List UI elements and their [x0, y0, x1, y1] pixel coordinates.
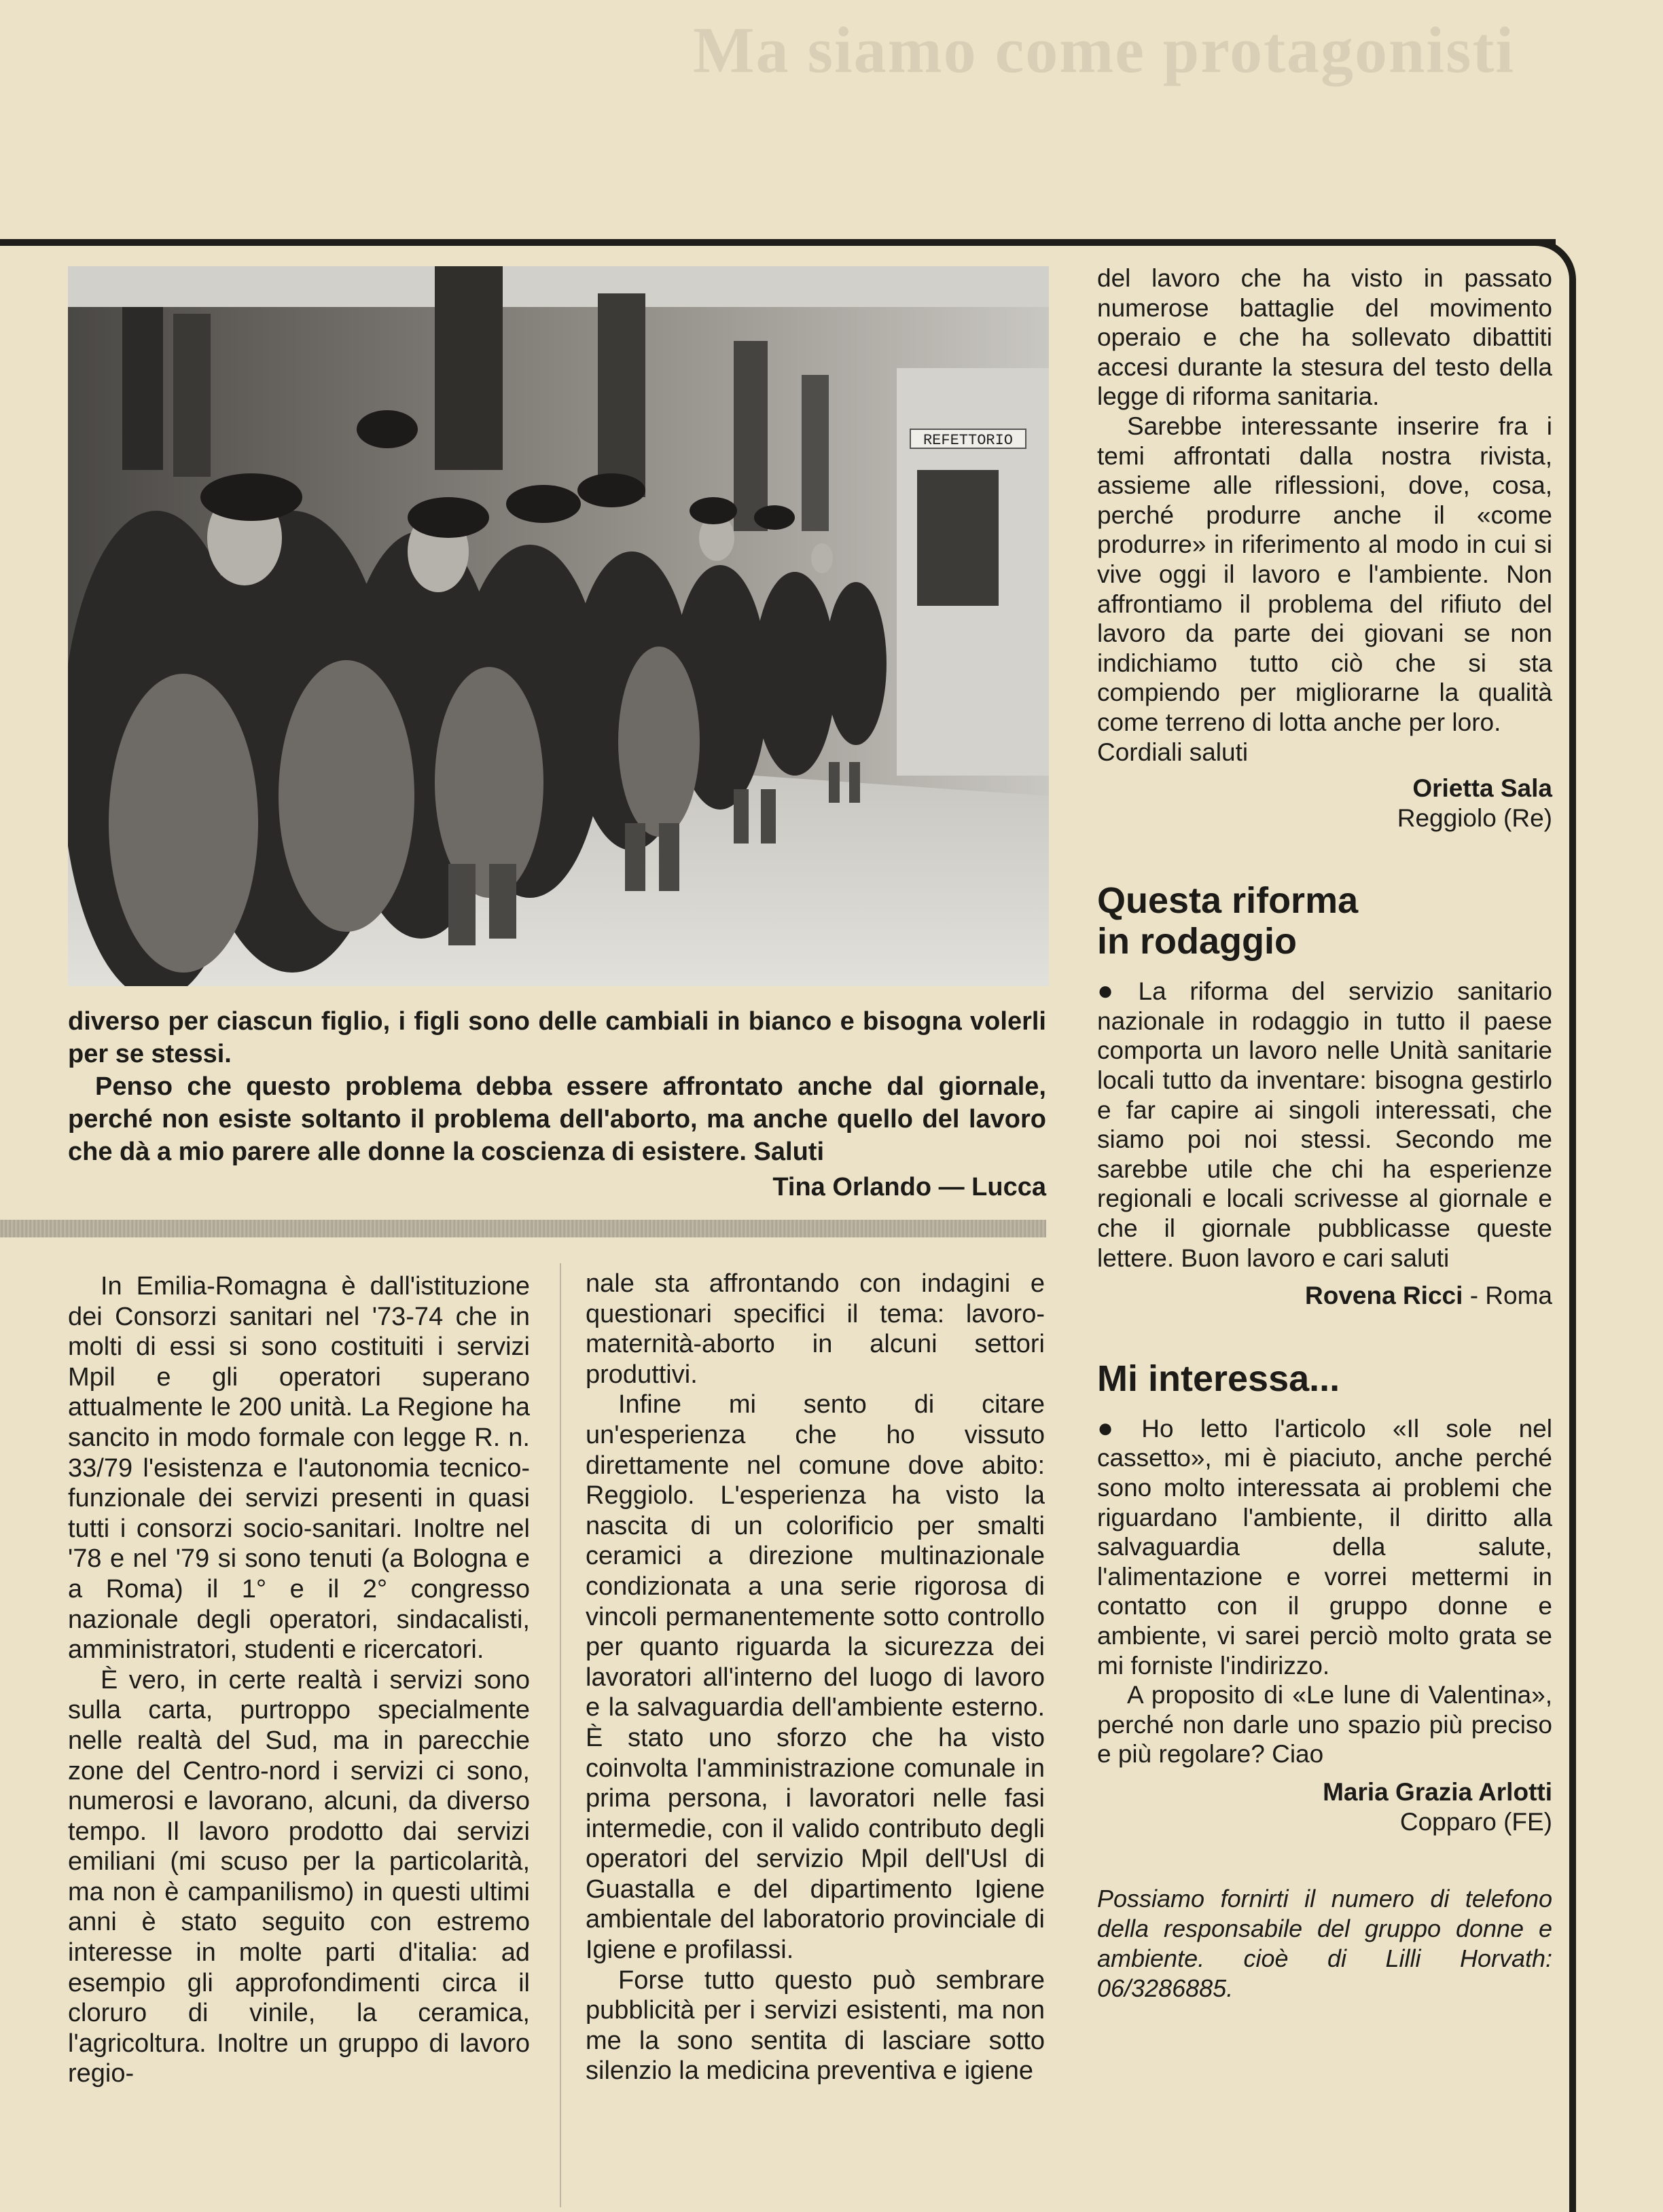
frame-right-rule	[1569, 278, 1576, 2212]
article-left-paragraph-1: In Emilia-Romagna è dall'istituzione dei Consorzi sanitari nel '73-74 che in molti di essi si sono costituiti i servizi Mpil e gli operatori superano attualmente le 200 unità. La Regione ha sancito in modo formale con legge R. n. 33/79 l'esistenza e l'autonomia tecnico-funzionale dei servizi presenti in quasi tutti i consorzi socio-sanitari. Inoltre nel '78 e nel '79 si sono tenuti (a Bologna e a Roma) il 1° e il 2° congresso nazionale degli operatori, sindacalisti, amministratori, studenti e ricercatori.	[68, 1272, 530, 1665]
letter2-body	[1097, 977, 1552, 1273]
frame-top-rule	[0, 239, 1556, 246]
letter2-signature-name: Rovena Ricci	[1305, 1282, 1463, 1310]
letter2-title	[1097, 880, 1552, 962]
letter3-paragraph-2: A proposito di «Le lune di Valentina», perché non darle uno spazio più preciso e più regolare? Ciao	[1097, 1681, 1552, 1769]
letter3-signature-name: Maria Grazia Arlotti	[1323, 1777, 1552, 1806]
letter1-signature-place: Reggiolo (Re)	[1397, 803, 1552, 832]
letter2-signature-place: - Roma	[1469, 1282, 1552, 1310]
letters-column-right	[1097, 264, 1552, 2004]
faded-header-title: Ma siamo come protagonisti	[693, 14, 1516, 86]
article-middle-paragraph-3: Forse tutto questo può sembrare pubblicità per i servizi esistenti, ma non me la sono sentita di lasciare sotto silenzio la medicina preventiva e igiene	[586, 1965, 1045, 2086]
letter3-body	[1097, 1414, 1552, 1680]
article-column-left	[68, 1271, 530, 2089]
bullet-icon: ●	[1097, 976, 1130, 1007]
letter3-body-text: Ho letto l'articolo «Il sole nel cassetto», mi è piaciuto, anche perché sono molto interessata ai problemi che riguardano l'ambiente, il diritto alla salvaguardia della salute, l'alimentazione e vorrei mettermi in contatto con il gruppo donne e ambiente, vi sarei perciò molto grata se mi forniste l'indirizzo.	[1097, 1414, 1552, 1680]
letter1-closing: Cordiali saluti	[1097, 738, 1249, 766]
column-divider	[560, 1263, 561, 2207]
letter-ending-signature: Tina Orlando — Lucca	[772, 1173, 1046, 1201]
editor-note: Possiamo fornirti il numero di telefono della responsabile del gruppo donne e ambiente. cioè di Lilli Horvath: 06/3286885.	[1097, 1885, 1552, 2003]
letter2-title-line1: Questa riforma	[1097, 880, 1359, 922]
article-middle-paragraph-1: nale sta affrontando con indagini e questionari specifici il tema: lavoro-maternità-aborto in alcuni settori produttivi.	[586, 1269, 1045, 1389]
refettorio-sign: REFETTORIO	[923, 432, 1014, 449]
letter-ending-line2: Penso che questo problema debba essere affrontato anche dal giornale, perché non esiste soltanto il problema dell'aborto, ma anche quello del lavoro che dà a mio parere alle donne la coscienza di esistere. Saluti	[68, 1072, 1046, 1166]
letter3-title: Mi interessa...	[1097, 1358, 1340, 1399]
section-divider-band	[0, 1220, 1046, 1237]
letter3-signature-place: Copparo (FE)	[1399, 1807, 1552, 1836]
letter1-paragraph-1: del lavoro che ha visto in passato numerose battaglie del movimento operaio e che ha sollevato dibattiti accesi durante la stesura del testo della legge di riforma sanitaria.	[1097, 264, 1552, 411]
letter2-body-text: La riforma del servizio sanitario nazionale in rodaggio in tutto il paese comporta un lavoro nelle Unità sanitarie locali tutto da inventare: bisogna gestirlo e far capire ai singoli interessati, che siamo poi noi stessi. Secondo me sarebbe utile che chi ha esperienze regionali e locali scrivesse al giornale e che il giornale pubblicasse queste lettere. Buon lavoro e cari saluti	[1097, 977, 1552, 1272]
article-left-paragraph-2: È vero, in certe realtà i servizi sono sulla carta, purtroppo specialmente nelle realtà del Sud, ma in parecchie zone del Centro-nord i servizi ci sono, numerosi e lavorano, alcuni, da diverso tempo. Il lavoro prodotto dai servizi emiliani (mi scuso per la particolarità, ma non è campanilismo) in questi ultimi anni è stato seguito con estremo interesse in molte parti d'italia: ad esempio gli approfondimenti circa il cloruro di vinile, la ceramica, l'agricoltura. Inoltre un gruppo di lavoro regio-	[68, 1665, 530, 2088]
letter2-title-line2: in rodaggio	[1097, 921, 1297, 962]
bullet-icon: ●	[1097, 1413, 1134, 1443]
article-column-middle	[586, 1269, 1045, 2086]
letter-ending-line1: diverso per ciascun figlio, i figli sono delle cambiali in bianco e bisogna volerli per se stessi.	[68, 1007, 1046, 1068]
letter1-signature	[1097, 774, 1552, 833]
letter1-paragraph-2: Sarebbe interessante inserire fra i temi affrontati dalla nostra rivista, assieme alle riflessioni, dove, cosa, perché produrre anche il «come produrre» in riferimento al modo in cui si vive oggi il lavoro e l'ambiente. Non affrontiamo il problema del rifiuto del lavoro da parte dei giovani se non indichiamo tutto ciò che si sta compiendo per migliorarne la qualità come terreno di lotta anche per loro.	[1097, 412, 1552, 736]
letter-ending	[68, 1005, 1046, 1203]
article-middle-paragraph-2: Infine mi sento di citare un'esperienza che ho vissuto direttamente nel comune dove abito: Reggiolo. L'esperienza ha visto la nascita di un colorificio per smalti ceramici a direzione multinazionale condizionata a una serie rigorosa di vincoli permanentemente sotto controllo per quanto riguarda la sicurezza dei lavoratori all'interno del luogo di lavoro e la salvaguardia dell'ambiente esterno. È stato uno sforzo che ha visto coinvolta l'amministrazione comunale in prima persona, i lavoratori nelle fasi intermedie, con il valido contributo degli operatori del servizio Mpil dell'Usl di Guastalla e del dipartimento Igiene ambientale del laboratorio provinciale di Igiene e profilassi.	[586, 1390, 1045, 1965]
letter3-signature	[1097, 1777, 1552, 1836]
letter2-signature	[1097, 1281, 1552, 1311]
photo-illustration	[68, 266, 1049, 986]
photo-soldiers-queue	[68, 266, 1049, 986]
letter1-signature-name: Orietta Sala	[1412, 774, 1552, 803]
